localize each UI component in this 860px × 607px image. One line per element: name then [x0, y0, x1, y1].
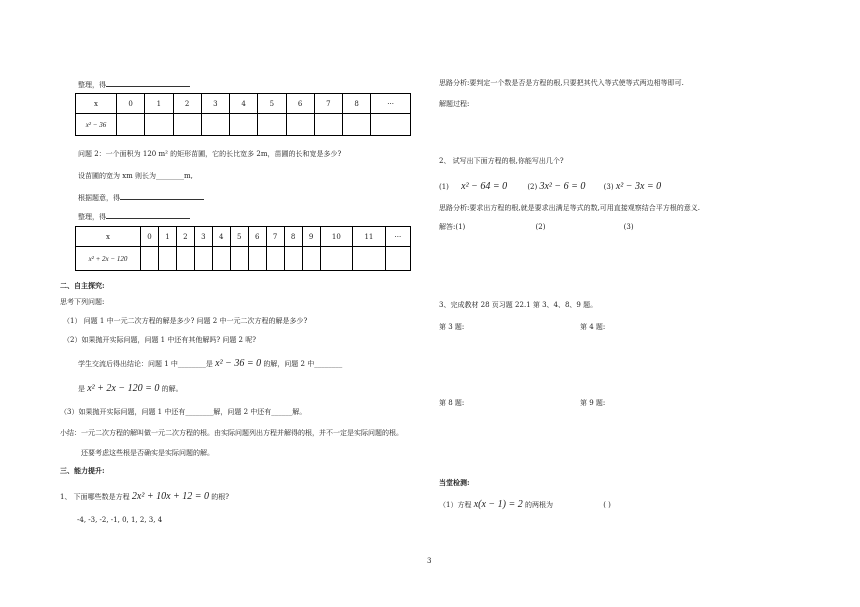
table1-value-row	[76, 114, 411, 136]
table2-head-cell: 6	[248, 227, 266, 247]
table1-head-cell: 3	[201, 94, 229, 114]
summary-line-1: 小结：一元二次方程的解叫做一元二次方程的根。由实际问题列出方程并解得的根，并不一定是实际问题的根。	[60, 429, 403, 437]
table2-head-cell: 0	[141, 227, 159, 247]
check-equation: x(x − 1) = 2	[473, 499, 523, 510]
task-3: 第 3 题:	[439, 323, 465, 331]
table1-head-cell: ···	[371, 94, 411, 114]
equation-3: x² − 3x = 0	[615, 181, 662, 192]
table1-head-cell: x	[76, 94, 117, 114]
exercise-2: 2、 试写出下面方程的根,你能写出几个?	[439, 157, 564, 165]
in-class-check-title: 当堂检测:	[439, 478, 470, 487]
table1-head-cell: 5	[258, 94, 286, 114]
table1-head-cell: 8	[343, 94, 371, 114]
table1-head-cell: 4	[230, 94, 258, 114]
candidate-numbers: -4, -3, -2, -1, 0, 1, 2, 3, 4	[77, 516, 163, 524]
table2-head-cell: 9	[302, 227, 320, 247]
equation-label: 根据题意，得	[78, 193, 204, 202]
table2-value-row	[76, 247, 411, 271]
conclusion-line-1: 学生交流后得出结论：问题 1 中________是 x² − 36 = 0 的解，问题 2 中________	[78, 358, 343, 369]
table2-head-cell: 5	[230, 227, 248, 247]
table2-head-cell: 7	[266, 227, 284, 247]
table1-head-cell: 6	[286, 94, 314, 114]
question-3: （3）如果抛开实际问题，问题 1 中还有________解，问题 2 中还有______解。	[60, 408, 307, 416]
conclusion-equation-2: x² + 2x − 120 = 0	[87, 383, 160, 394]
table1-head-cell: 2	[173, 94, 201, 114]
exercise-1-equation: 2x² + 10x + 12 = 0	[131, 491, 210, 502]
table2-head-cell: 2	[176, 227, 194, 247]
page-number: 3	[427, 557, 432, 565]
summary-line-2: 还要考虑这些根是否确实是实际问题的解。	[81, 449, 214, 457]
table1-head-cell: 1	[145, 94, 173, 114]
value-table-2	[75, 226, 411, 271]
equation-1: x² − 64 = 0	[461, 181, 508, 192]
table2-head-cell: x	[76, 227, 141, 247]
task-9: 第 9 题:	[580, 399, 606, 407]
problem-2: 问题 2：一个面积为 120 m² 的矩形苗圃，它的长比宽多 2m，苗圃的长和宽是多少?	[78, 150, 342, 158]
table2-head-cell: 1	[158, 227, 176, 247]
think-prompt: 思考下列问题:	[60, 298, 105, 306]
answer-line: 解答:(1) (2) (3)	[439, 223, 634, 231]
conclusion-line-2: 是 x² + 2x − 120 = 0 的解。	[78, 383, 183, 394]
table2-head-cell: ···	[385, 227, 410, 247]
table2-row-label: x² + 2x − 120	[76, 247, 141, 271]
analysis-2: 思路分析:要求出方程的根,就是要求出满足等式的数,可用直接观察结合平方根的意义.	[439, 204, 701, 212]
analysis-1: 思路分析:要判定一个数是否是方程的根,只要把其代入等式使等式两边相等即可.	[439, 79, 684, 87]
equation-2: 3x² − 6 = 0	[539, 181, 586, 192]
value-table-1	[75, 93, 411, 136]
conclusion-equation-1: x² − 36 = 0	[215, 358, 262, 369]
tidy-label-2: 整理，得	[78, 212, 190, 221]
table1-head-cell: 0	[117, 94, 145, 114]
section-2-title: 二、自主探究:	[60, 281, 105, 290]
table2-header-row	[76, 227, 411, 247]
table2-head-cell: 10	[320, 227, 353, 247]
task-8: 第 8 题:	[439, 399, 465, 407]
table2-head-cell: 11	[353, 227, 386, 247]
tidy-label-1: 整理，得	[78, 80, 190, 89]
equation-list: (1) x² − 64 = 0 (2) 3x² − 6 = 0 (3) x² − 3x = 0	[439, 181, 662, 192]
check-question-1: （1）方程 x(x − 1) = 2 的两根为 ( )	[439, 499, 611, 510]
question-1: （1） 问题 1 中一元二次方程的解是多少? 问题 2 中一元二次方程的解是多少?	[63, 317, 308, 325]
set-variable-line: 设苗圃的宽为 xm 则长为________m,	[78, 172, 193, 180]
section-3-title: 三、能力提升:	[60, 466, 105, 475]
table2-head-cell: 3	[194, 227, 212, 247]
task-4: 第 4 题:	[580, 323, 606, 331]
table1-head-cell: 7	[314, 94, 342, 114]
question-2: （2）如果抛开实际问题，问题 1 中还有其他解吗? 问题 2 呢?	[63, 336, 256, 344]
table2-head-cell: 4	[212, 227, 230, 247]
table1-row-label: x² − 36	[76, 114, 117, 136]
solution-process-label: 解题过程:	[439, 100, 470, 108]
table2-head-cell: 8	[284, 227, 302, 247]
table1-header-row	[76, 94, 411, 114]
exercise-1: 1、 下面哪些数是方程 2x² + 10x + 12 = 0 的根?	[60, 491, 230, 502]
exercise-3: 3、完成教材 28 页习题 22.1 第 3、4、8、9 题。	[439, 301, 598, 309]
